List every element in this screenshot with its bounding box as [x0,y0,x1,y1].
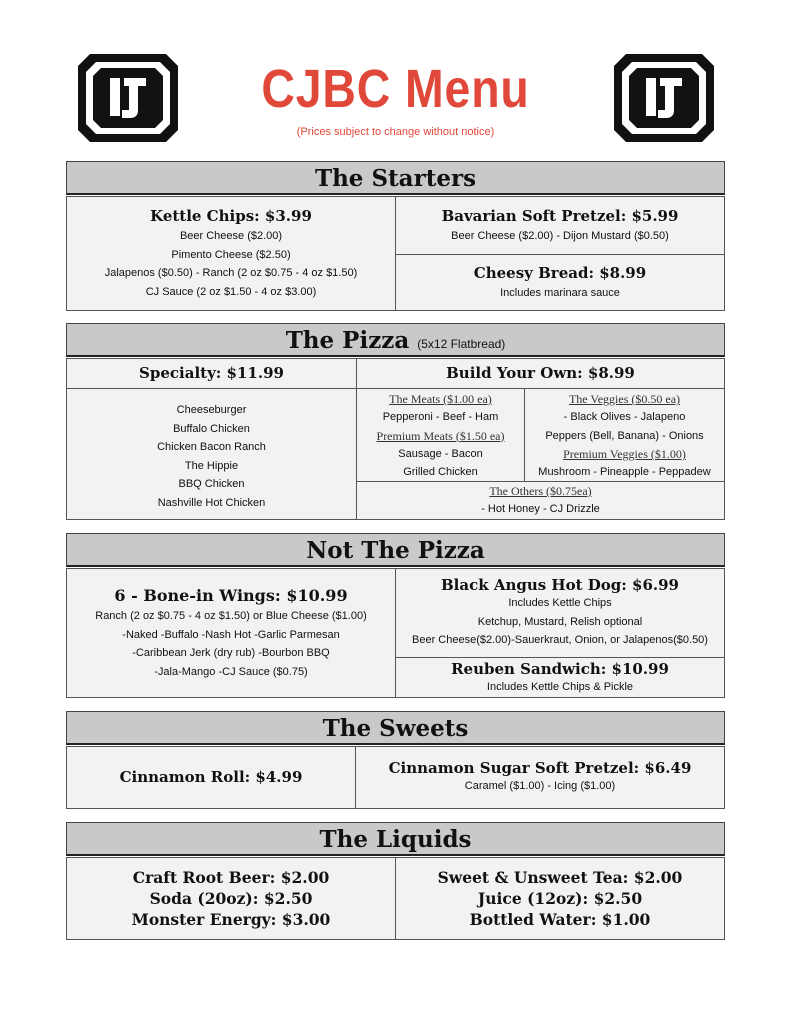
meats-label: The Meats ($1.00 ea) [389,392,492,406]
specialty-item: Buffalo Chicken [173,422,250,435]
kettle-chips-box [66,196,396,311]
drink-item: Juice (12oz): $2.50 [477,889,643,908]
others-line: - Hot Honey - CJ Drizzle [481,503,600,515]
veggies-line: - Black Olives - Jalapeno [563,411,686,423]
reuben-note: Includes Kettle Chips & Pickle [486,681,634,693]
drink-item: Sweet & Unsweet Tea: $2.00 [437,868,683,887]
sweets-section [66,711,725,809]
meats-box [356,388,525,482]
kettle-option: Pimento Cheese ($2.50) [171,248,291,261]
meats-line: Pepperoni - Beef - Ham [382,411,499,423]
wings-title: 6 - Bone-in Wings: $10.99 [114,586,348,605]
starters-heading: The Starters [66,161,725,195]
others-box [356,481,725,520]
others-label: The Others ($0.75ea) [489,484,592,498]
kettle-option: Jalapenos ($0.50) - Ranch (2 oz $0.75 - 4 oz $1.50) [104,267,358,279]
wings-option: -Caribbean Jerk (dry rub) -Bourbon BBQ [132,647,330,659]
hotdog-option: Ketchup, Mustard, Relish optional [477,615,643,628]
pizza-heading-note: (5x12 Flatbread) [417,337,506,351]
pizza-heading: The Pizza (5x12 Flatbread) [66,323,725,357]
cheesy-bread-title: Cheesy Bread: $8.99 [473,264,647,282]
kettle-option: Beer Cheese ($2.00) [179,230,283,242]
veggies-label: The Veggies ($0.50 ea) [568,392,681,406]
sweets-heading: The Sweets [66,711,725,745]
reuben-title: Reuben Sandwich: $10.99 [451,660,669,678]
pretzel-title: Bavarian Soft Pretzel: $5.99 [441,207,679,225]
drink-item: Monster Energy: $3.00 [131,910,331,929]
specialty-list-box [66,388,357,520]
veggies-line: Peppers (Bell, Banana) - Onions [545,429,704,442]
hotdog-title: Black Angus Hot Dog: $6.99 [440,576,679,594]
hotdog-option: Beer Cheese($2.00)-Sauerkraut, Onion, or Jalapenos($0.50) [412,634,708,646]
byo-title: Build Your Own: $8.99 [446,364,635,382]
cinnamon-pretzel-box [355,746,725,809]
byo-title-box [356,358,725,389]
specialty-item: Cheeseburger [176,404,247,416]
hotdog-box [395,568,725,658]
not-pizza-heading: Not The Pizza [66,533,725,567]
drink-item: Soda (20oz): $2.50 [149,889,313,908]
liquids-right-box [395,857,725,940]
pretzel-options: Beer Cheese ($2.00) - Dijon Mustard ($0.50) [451,230,669,242]
wings-option: Ranch (2 oz $0.75 - 4 oz $1.50) or Blue Cheese ($1.00) [95,610,367,622]
liquids-left-box [66,857,396,940]
page-subtitle: (Prices subject to change without notice) [296,126,495,138]
specialty-item: The Hippie [184,459,239,472]
cinnamon-roll-title: Cinnamon Roll: $4.99 [119,768,303,786]
veggies-box [524,388,725,482]
premium-veggies-line: Mushroom - Pineapple - Peppadew [538,466,711,478]
cheesy-bread-note: Includes marinara sauce [500,287,620,299]
kettle-option: CJ Sauce (2 oz $1.50 - 4 oz $3.00) [145,285,317,298]
specialty-item: Nashville Hot Chicken [157,496,266,509]
page-title: CJBC Menu [261,59,530,119]
specialty-title-box [66,358,357,389]
cinnamon-pretzel-title: Cinnamon Sugar Soft Pretzel: $6.49 [388,759,692,777]
premium-veggies-label: Premium Veggies ($1.00) [563,447,686,461]
drink-item: Craft Root Beer: $2.00 [132,868,330,887]
cinnamon-roll-box [66,746,356,809]
reuben-box [395,657,725,698]
cinnamon-pretzel-options: Caramel ($1.00) - Icing ($1.00) [464,780,616,792]
not-pizza-section [66,533,725,698]
kettle-chips-title: Kettle Chips: $3.99 [150,207,312,225]
specialty-title: Specialty: $11.99 [139,364,284,382]
cheesy-bread-box [395,254,725,311]
pretzel-box [395,196,725,255]
liquids-section [66,822,725,940]
wings-box [66,568,396,698]
premium-meats-line: Grilled Chicken [403,466,478,478]
liquids-heading: The Liquids [66,822,725,856]
specialty-item: Chicken Bacon Ranch [157,441,266,453]
specialty-item: BBQ Chicken [178,478,245,490]
premium-meats-label: Premium Meats ($1.50 ea) [376,428,505,443]
starters-section [66,161,725,311]
wings-option: -Naked -Buffalo -Nash Hot -Garlic Parmesan [122,628,340,641]
pizza-section [66,323,725,520]
premium-meats-line: Sausage - Bacon [398,447,483,460]
hotdog-option: Includes Kettle Chips [508,597,612,609]
wings-option: -Jala-Mango -CJ Sauce ($0.75) [154,665,308,678]
drink-item: Bottled Water: $1.00 [469,910,651,929]
